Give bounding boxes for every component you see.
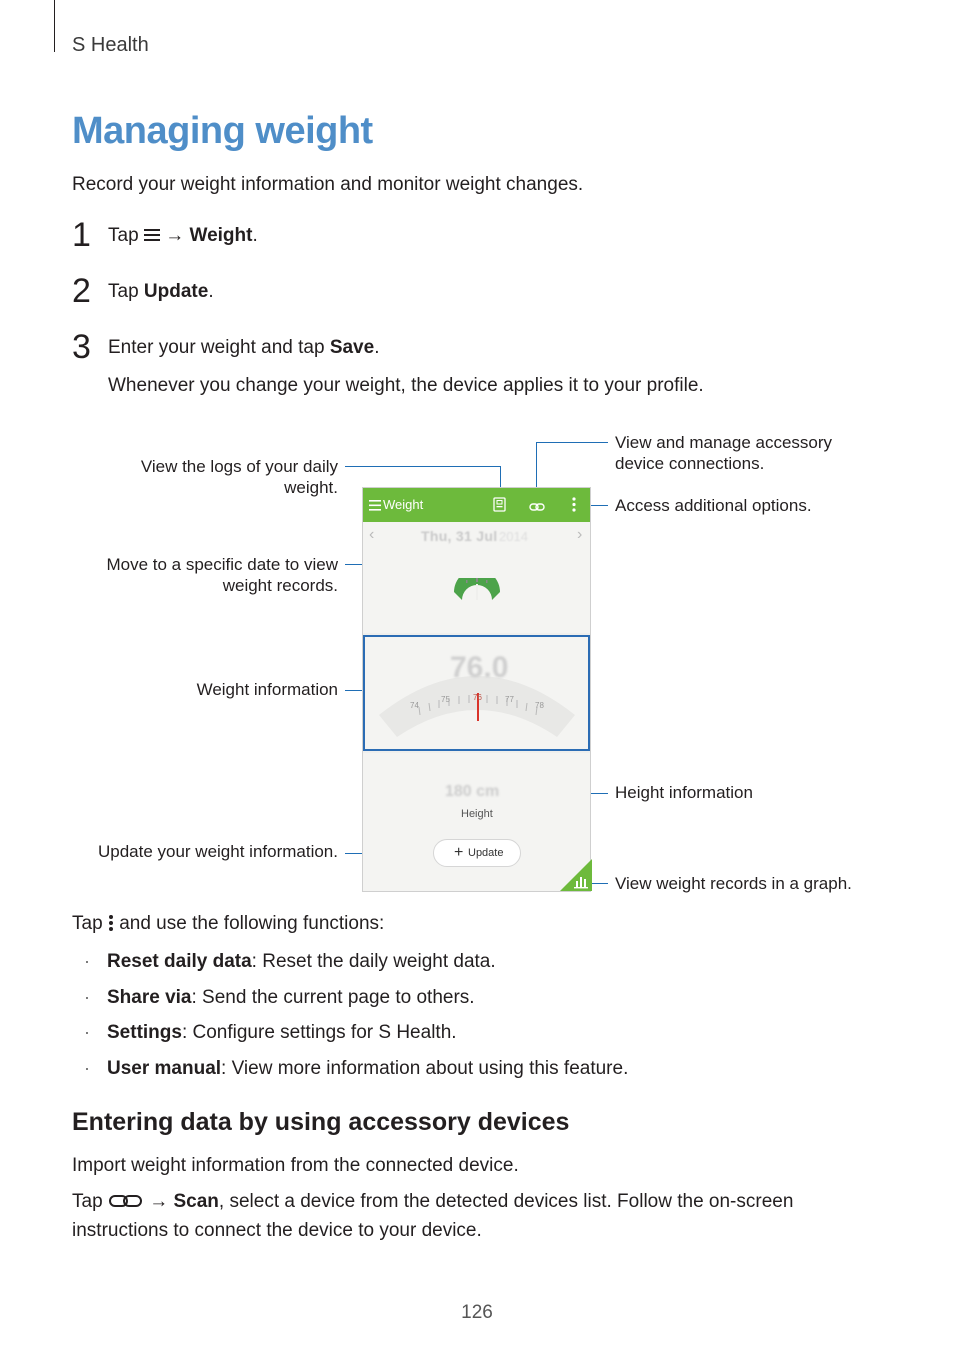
bullet-term: Settings xyxy=(107,1022,182,1043)
leader-line xyxy=(345,690,362,691)
scale-icon xyxy=(452,578,502,609)
text-post: , select a device from the detected devices list. Follow the on-screen xyxy=(218,1191,794,1212)
scale-tick-label: 78 xyxy=(535,701,544,710)
running-header: S Health xyxy=(72,34,149,56)
callout-accessory xyxy=(615,432,832,474)
prev-date-icon[interactable]: ‹ xyxy=(369,526,375,543)
graph-icon[interactable] xyxy=(560,859,592,891)
weight-panel xyxy=(363,635,590,751)
height-panel xyxy=(363,753,590,891)
app-title: Weight xyxy=(383,497,424,512)
bullet-term: User manual xyxy=(107,1058,222,1079)
more-options-text xyxy=(72,913,384,935)
leader-line xyxy=(345,466,501,467)
bullet-desc: : View more information about using this feature. xyxy=(221,1058,629,1079)
weight-value: 76.0 xyxy=(450,651,509,684)
step-pre: Tap xyxy=(108,225,144,246)
text-pre: Tap xyxy=(72,913,108,934)
section-step xyxy=(72,1191,793,1213)
log-icon[interactable] xyxy=(493,497,506,517)
step-text xyxy=(108,337,379,359)
update-label: Update xyxy=(468,847,504,859)
bullet-term: Reset daily data xyxy=(107,951,252,972)
year-label: 2014 xyxy=(499,529,528,544)
text-post: and use the following functions: xyxy=(113,913,385,934)
app-bar xyxy=(363,488,590,522)
menu-icon xyxy=(144,226,160,240)
callout-height-info: Height information xyxy=(615,783,753,802)
update-button[interactable] xyxy=(433,839,521,867)
text-pre: Tap xyxy=(72,1191,108,1212)
leader-line xyxy=(590,883,608,884)
step-text xyxy=(108,225,258,247)
drawer-icon[interactable] xyxy=(369,498,381,516)
callout-line: View and manage accessory xyxy=(615,433,833,452)
leader-line xyxy=(536,442,608,443)
callout-line: Move to a specific date to view xyxy=(106,555,338,574)
callout-graph: View weight records in a graph. xyxy=(615,874,852,893)
section-intro: Import weight information from the connected device. xyxy=(72,1155,519,1176)
step-text xyxy=(108,281,214,303)
step-number: 2 xyxy=(72,272,91,310)
bullet-term: Share via xyxy=(107,987,192,1008)
scale-tick-label: 76 xyxy=(473,693,482,702)
bullet-item: · Share via: Send the current page to others. xyxy=(84,987,475,1008)
margin-rule xyxy=(54,0,55,52)
callout-date xyxy=(60,554,338,596)
bullet-item: · User manual: View more information about using this feature. xyxy=(84,1058,629,1079)
intro-text: Record your weight information and monitor weight changes. xyxy=(72,174,584,195)
callout-logs xyxy=(100,456,338,498)
next-date-icon[interactable]: › xyxy=(577,526,583,543)
step-note: Whenever you change your weight, the device applies it to your profile. xyxy=(108,375,704,396)
height-label: Height xyxy=(461,808,493,820)
plus-icon: + xyxy=(454,844,464,861)
step-bold: Weight xyxy=(189,225,253,246)
bullet-desc: : Configure settings for S Health. xyxy=(181,1022,457,1043)
callout-update: Update your weight information. xyxy=(97,842,338,861)
step-bold: Update xyxy=(143,281,209,302)
step-pre: Tap xyxy=(108,281,144,302)
step-bold: Save xyxy=(329,337,375,358)
bullet-item: · Reset daily data: Reset the daily weight data. xyxy=(84,951,496,972)
callout-line: weight records. xyxy=(222,576,338,595)
callout-line: View the logs of your daily xyxy=(140,457,338,476)
bullet-desc: : Reset the daily weight data. xyxy=(251,951,496,972)
accessory-link-icon[interactable] xyxy=(529,499,545,517)
callout-weight-info: Weight information xyxy=(196,680,338,699)
step-pre: Enter your weight and tap xyxy=(108,337,330,358)
callout-options: Access additional options. xyxy=(615,496,812,515)
callout-line: device connections. xyxy=(615,454,765,473)
step-post: . xyxy=(374,337,380,358)
step-bold: Scan xyxy=(173,1191,219,1212)
arrow: → xyxy=(143,1191,174,1212)
date-panel xyxy=(363,522,590,633)
step-number: 1 xyxy=(72,216,91,254)
scale-tick-label: 75 xyxy=(441,695,450,704)
scale-tick-label: 74 xyxy=(410,701,419,710)
step-post: . xyxy=(252,225,258,246)
more-options-icon[interactable] xyxy=(572,497,576,517)
phone-screen xyxy=(362,487,591,892)
callout-line: weight. xyxy=(284,478,338,497)
step-number: 3 xyxy=(72,328,91,366)
height-value: 180 cm xyxy=(445,783,500,800)
bullet-desc: : Send the current page to others. xyxy=(191,987,475,1008)
arrow: → xyxy=(159,225,190,246)
step-post: . xyxy=(208,281,214,302)
page-number: 126 xyxy=(461,1302,493,1323)
section-heading: Entering data by using accessory devices xyxy=(72,1108,570,1136)
scale-tick-label: 77 xyxy=(505,695,514,704)
accessory-link-icon xyxy=(108,1193,144,1209)
section-step-line2: instructions to connect the device to your device. xyxy=(72,1220,482,1241)
bullet-item: · Settings: Configure settings for S Health. xyxy=(84,1022,457,1043)
date-label[interactable]: Thu, 31 Jul xyxy=(421,528,498,544)
page-title: Managing weight xyxy=(72,110,373,152)
